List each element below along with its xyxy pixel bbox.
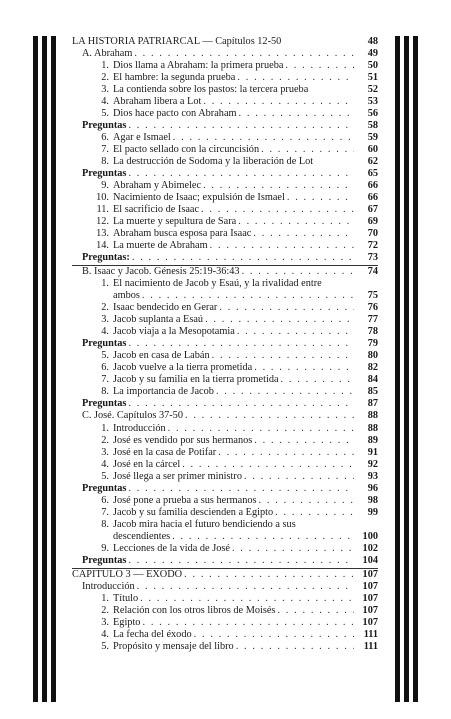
toc-entry bbox=[72, 569, 378, 581]
toc-entry-page-number: 48 bbox=[367, 36, 378, 47]
toc-entry-title: Dios llama a Abraham: la primera prueba bbox=[113, 60, 284, 72]
toc-entry-number: 4. bbox=[101, 326, 109, 338]
toc-entry-title: Abraham libera a Lot bbox=[113, 96, 202, 108]
dot-leader bbox=[212, 350, 354, 362]
toc-entry-number: 6. bbox=[101, 362, 109, 374]
toc-entry-number: 2. bbox=[101, 72, 109, 84]
dot-leader bbox=[132, 252, 354, 264]
dot-leader bbox=[173, 132, 354, 144]
toc-entry bbox=[72, 483, 378, 495]
dot-leader bbox=[285, 60, 354, 72]
toc-entry-title: descendientes bbox=[113, 530, 171, 542]
toc-entry bbox=[72, 629, 378, 641]
table-of-contents bbox=[72, 36, 378, 653]
dot-leader bbox=[194, 629, 354, 641]
toc-entry-title: El pacto sellado con la circuncisión bbox=[113, 144, 260, 156]
toc-entry-title: B. Isaac y Jacob. Génesis 25:19-36:43 bbox=[82, 266, 240, 278]
toc-entry-page-number: 60 bbox=[367, 144, 378, 156]
left-border-bar-1 bbox=[33, 36, 38, 702]
toc-entry-number: 3. bbox=[101, 84, 109, 96]
toc-entry-number: 1. bbox=[101, 278, 109, 290]
toc-entry-number: 10. bbox=[96, 192, 109, 204]
toc-entry-page-number: 104 bbox=[362, 554, 378, 566]
toc-entry-title: Preguntas: bbox=[82, 252, 130, 264]
toc-entry bbox=[72, 543, 378, 555]
toc-entry bbox=[72, 410, 378, 422]
toc-entry-number: 5. bbox=[101, 470, 109, 482]
toc-entry-title: C. José. Capítulos 37-50 bbox=[82, 410, 183, 422]
toc-entry-title: José en la cárcel bbox=[113, 458, 181, 470]
toc-entry-page-number: 107 bbox=[362, 604, 378, 616]
toc-entry-page-number: 111 bbox=[363, 628, 378, 640]
toc-entry-title: Isaac bendecido en Gerar bbox=[113, 302, 218, 314]
toc-entry bbox=[72, 531, 378, 543]
toc-entry-number: 1. bbox=[101, 60, 109, 72]
toc-entry-title: José llega a ser primer ministro bbox=[113, 470, 242, 482]
toc-entry-title: Título bbox=[113, 592, 139, 604]
dot-leader bbox=[236, 641, 354, 653]
toc-entry-title: Jacob y su familia en la tierra prometida bbox=[113, 374, 279, 386]
toc-entry-number: 6. bbox=[101, 132, 109, 144]
toc-entry bbox=[72, 266, 378, 278]
dot-leader bbox=[128, 338, 354, 350]
toc-entry-page-number: 72 bbox=[367, 240, 378, 252]
toc-entry-page-number: 107 bbox=[362, 568, 378, 580]
toc-entry-title: José es vendido por sus hermanos bbox=[113, 434, 253, 446]
dot-leader bbox=[281, 374, 354, 386]
toc-entry-page-number: 96 bbox=[367, 482, 378, 494]
toc-entry-page-number: 91 bbox=[367, 446, 378, 458]
toc-entry-title: La importancia de Jacob bbox=[113, 386, 214, 398]
dot-leader bbox=[232, 543, 354, 555]
toc-entry-page-number: 65 bbox=[367, 168, 378, 180]
toc-entry-page-number: 85 bbox=[367, 386, 378, 398]
toc-entry-number: 2. bbox=[101, 604, 109, 616]
toc-entry-number: 2. bbox=[101, 302, 109, 314]
toc-entry-page-number: 66 bbox=[367, 192, 378, 204]
toc-entry-title: Jacob mira hacia el futuro bendiciendo a sus bbox=[113, 518, 296, 530]
toc-entry-number: 8. bbox=[101, 156, 109, 168]
toc-entry-number: 3. bbox=[101, 616, 109, 628]
toc-entry-page-number: 66 bbox=[367, 180, 378, 192]
toc-entry bbox=[72, 617, 378, 629]
toc-entry-page-number: 58 bbox=[367, 120, 378, 132]
toc-entry bbox=[72, 519, 378, 531]
dot-leader bbox=[259, 495, 354, 507]
toc-entry-number: 12. bbox=[96, 216, 109, 228]
toc-entry-title: El nacimiento de Jacob y Esaú, y la rivalidad entre bbox=[113, 278, 322, 290]
toc-entry bbox=[72, 84, 378, 96]
toc-entry-page-number: 70 bbox=[367, 228, 378, 240]
dot-leader bbox=[275, 507, 354, 519]
toc-entry-page-number: 56 bbox=[367, 108, 378, 120]
toc-entry bbox=[72, 36, 378, 48]
dot-leader bbox=[205, 314, 354, 326]
toc-entry-page-number: 76 bbox=[367, 302, 378, 314]
toc-entry-page-number: 52 bbox=[367, 84, 378, 96]
dot-leader bbox=[142, 290, 354, 302]
dot-leader bbox=[237, 326, 354, 338]
dot-leader bbox=[287, 192, 354, 204]
dot-leader bbox=[128, 398, 354, 410]
toc-entry-number: 3. bbox=[101, 314, 109, 326]
dot-leader bbox=[277, 605, 354, 617]
toc-entry-page-number: 79 bbox=[367, 338, 378, 350]
toc-entry-title: Relación con los otros libros de Moisés bbox=[113, 604, 276, 616]
toc-entry-page-number: 98 bbox=[367, 494, 378, 506]
toc-entry-number: 14. bbox=[96, 240, 109, 252]
dot-leader bbox=[128, 168, 354, 180]
toc-entry bbox=[72, 290, 378, 302]
toc-entry bbox=[72, 605, 378, 617]
toc-entry-page-number: 93 bbox=[367, 470, 378, 482]
dot-leader bbox=[237, 72, 354, 84]
toc-entry bbox=[72, 641, 378, 653]
toc-entry-title: Abraham y Abimelec bbox=[113, 180, 202, 192]
toc-entry-title: Preguntas bbox=[82, 168, 127, 180]
toc-entry bbox=[72, 398, 378, 410]
toc-entry-number: 5. bbox=[101, 350, 109, 362]
toc-entry-title: Abraham busca esposa para Isaac bbox=[113, 228, 252, 240]
toc-entry-title: Jacob y su familia descienden a Egipto bbox=[113, 506, 274, 518]
toc-entry-title: Jacob vuelve a la tierra prometida bbox=[113, 362, 253, 374]
toc-entry-number: 11. bbox=[96, 204, 109, 216]
toc-entry-page-number: 62 bbox=[367, 156, 378, 168]
toc-entry-page-number: 88 bbox=[367, 422, 378, 434]
dot-leader bbox=[140, 593, 354, 605]
toc-entry bbox=[72, 278, 378, 290]
dot-leader bbox=[203, 96, 354, 108]
toc-entry-title: La contienda sobre los pastos: la tercera prueba bbox=[113, 84, 309, 96]
toc-entry-number: 5. bbox=[101, 108, 109, 120]
dot-leader bbox=[128, 120, 354, 132]
toc-entry-number: 7. bbox=[101, 144, 109, 156]
toc-entry-number: 9. bbox=[101, 542, 109, 554]
toc-entry bbox=[72, 180, 378, 192]
toc-entry bbox=[72, 593, 378, 605]
toc-entry bbox=[72, 386, 378, 398]
dot-leader bbox=[219, 302, 354, 314]
toc-entry-number: 8. bbox=[101, 386, 109, 398]
toc-entry bbox=[72, 423, 378, 435]
toc-entry-title: Preguntas bbox=[82, 554, 127, 566]
toc-entry bbox=[72, 302, 378, 314]
toc-entry bbox=[72, 252, 378, 264]
toc-entry bbox=[72, 507, 378, 519]
left-border-bar-3 bbox=[51, 36, 56, 702]
toc-entry-title: José en la casa de Potifar bbox=[113, 446, 217, 458]
toc-entry-title: LA HISTORIA PATRIARCAL — Capítulos 12-50 bbox=[72, 36, 282, 47]
toc-entry bbox=[72, 48, 378, 60]
toc-entry-title: El hambre: la segunda prueba bbox=[113, 72, 236, 84]
toc-entry bbox=[72, 374, 378, 386]
toc-entry bbox=[72, 96, 378, 108]
toc-entry-title: Jacob viaja a la Mesopotamia bbox=[113, 326, 235, 338]
toc-entry-title: Preguntas bbox=[82, 398, 127, 410]
toc-entry bbox=[72, 581, 378, 593]
toc-entry-page-number: 49 bbox=[367, 48, 378, 60]
toc-entry bbox=[72, 326, 378, 338]
dot-leader bbox=[242, 266, 354, 278]
toc-entry-page-number: 107 bbox=[362, 592, 378, 604]
toc-entry bbox=[72, 108, 378, 120]
toc-entry-page-number: 53 bbox=[367, 96, 378, 108]
toc-entry bbox=[72, 60, 378, 72]
toc-entry bbox=[72, 338, 378, 350]
toc-entry-title: A. Abraham bbox=[82, 48, 133, 60]
toc-entry bbox=[72, 216, 378, 228]
toc-entry-number: 8. bbox=[101, 518, 109, 530]
toc-entry-page-number: 89 bbox=[367, 434, 378, 446]
dot-leader bbox=[137, 581, 354, 593]
toc-entry bbox=[72, 471, 378, 483]
toc-entry bbox=[72, 314, 378, 326]
toc-entry-page-number: 51 bbox=[367, 72, 378, 84]
toc-entry-page-number: 67 bbox=[367, 204, 378, 216]
toc-entry bbox=[72, 555, 378, 567]
toc-entry-title: ambos bbox=[113, 290, 140, 302]
toc-entry bbox=[72, 192, 378, 204]
dot-leader bbox=[172, 531, 354, 543]
dot-leader bbox=[238, 216, 354, 228]
toc-entry-title: Nacimiento de Isaac; expulsión de Ismael bbox=[113, 192, 285, 204]
toc-entry-page-number: 111 bbox=[363, 640, 378, 652]
toc-entry-page-number: 107 bbox=[362, 580, 378, 592]
toc-entry-number: 1. bbox=[101, 592, 109, 604]
toc-entry-number: 7. bbox=[101, 506, 109, 518]
toc-entry-number: 4. bbox=[101, 96, 109, 108]
toc-entry-page-number: 59 bbox=[367, 132, 378, 144]
toc-entry-page-number: 107 bbox=[362, 616, 378, 628]
toc-entry-page-number: 99 bbox=[367, 506, 378, 518]
toc-entry-number: 7. bbox=[101, 374, 109, 386]
toc-entry-page-number: 80 bbox=[367, 350, 378, 362]
toc-entry-number: 6. bbox=[101, 494, 109, 506]
toc-entry bbox=[72, 144, 378, 156]
toc-entry-title: Introducción bbox=[82, 580, 135, 592]
toc-entry-title: Agar e Ismael bbox=[113, 132, 171, 144]
toc-entry-page-number: 78 bbox=[367, 326, 378, 338]
toc-entry-title: Preguntas bbox=[82, 338, 127, 350]
dot-leader bbox=[239, 108, 354, 120]
toc-entry bbox=[72, 240, 378, 252]
dot-leader bbox=[244, 471, 354, 483]
dot-leader bbox=[142, 617, 354, 629]
dot-leader bbox=[203, 180, 354, 192]
toc-entry-title: Introducción bbox=[113, 422, 166, 434]
dot-leader bbox=[261, 144, 354, 156]
toc-entry-number: 4. bbox=[101, 458, 109, 470]
right-border-bar-3 bbox=[413, 36, 418, 702]
toc-entry-page-number: 73 bbox=[367, 252, 378, 264]
toc-entry-page-number: 75 bbox=[367, 290, 378, 302]
dot-leader bbox=[134, 48, 354, 60]
toc-entry bbox=[72, 495, 378, 507]
dot-leader bbox=[168, 423, 354, 435]
toc-entry-page-number: 77 bbox=[367, 314, 378, 326]
toc-entry bbox=[72, 435, 378, 447]
toc-entry-number: 2. bbox=[101, 434, 109, 446]
toc-entry-title: José pone a prueba a sus hermanos bbox=[113, 494, 257, 506]
toc-entry-title: Preguntas bbox=[82, 482, 127, 494]
dot-leader bbox=[184, 569, 354, 581]
toc-entry-title: Preguntas bbox=[82, 120, 127, 132]
toc-entry-title: Jacob suplanta a Esaú bbox=[113, 314, 204, 326]
toc-entry bbox=[72, 168, 378, 180]
toc-entry-page-number: 92 bbox=[367, 458, 378, 470]
right-border-bar-2 bbox=[404, 36, 409, 702]
toc-entry-number: 5. bbox=[101, 640, 109, 652]
dot-leader bbox=[216, 386, 354, 398]
toc-entry-number: 9. bbox=[101, 180, 109, 192]
toc-entry-number: 1. bbox=[101, 422, 109, 434]
toc-entry-page-number: 50 bbox=[367, 60, 378, 72]
toc-entry-title: Jacob en casa de Labán bbox=[113, 350, 210, 362]
dot-leader bbox=[210, 240, 354, 252]
toc-entry-title: Lecciones de la vida de José bbox=[113, 542, 230, 554]
toc-entry-number: 4. bbox=[101, 628, 109, 640]
toc-entry-title: La destrucción de Sodoma y la liberación de Lot bbox=[113, 156, 314, 168]
toc-entry-page-number: 88 bbox=[367, 410, 378, 422]
dot-leader bbox=[128, 555, 354, 567]
toc-entry bbox=[72, 447, 378, 459]
toc-entry bbox=[72, 120, 378, 132]
right-border-bar-1 bbox=[395, 36, 400, 702]
toc-entry-number: 3. bbox=[101, 446, 109, 458]
toc-entry-page-number: 69 bbox=[367, 216, 378, 228]
toc-entry bbox=[72, 362, 378, 374]
toc-entry bbox=[72, 156, 378, 168]
dot-leader bbox=[254, 435, 354, 447]
toc-entry-page-number: 102 bbox=[362, 542, 378, 554]
toc-entry bbox=[72, 228, 378, 240]
toc-entry-page-number: 74 bbox=[367, 266, 378, 278]
dot-leader bbox=[253, 228, 354, 240]
toc-entry-title: Propósito y mensaje del libro bbox=[113, 640, 234, 652]
toc-entry bbox=[72, 72, 378, 84]
left-border-bar-2 bbox=[42, 36, 47, 702]
toc-entry-title: El sacrificio de Isaac bbox=[113, 204, 200, 216]
toc-entry-title: CAPITULO 3 — EXODO bbox=[72, 568, 183, 580]
toc-entry-page-number: 84 bbox=[367, 374, 378, 386]
toc-entry-number: 13. bbox=[96, 228, 109, 240]
toc-entry-title: Egipto bbox=[113, 616, 141, 628]
toc-entry-page-number: 82 bbox=[367, 362, 378, 374]
toc-entry-page-number: 100 bbox=[362, 530, 378, 542]
dot-leader bbox=[185, 410, 354, 422]
toc-entry-title: La muerte y sepultura de Sara bbox=[113, 216, 237, 228]
dot-leader bbox=[254, 362, 354, 374]
dot-leader bbox=[218, 447, 354, 459]
dot-leader bbox=[201, 204, 354, 216]
toc-entry-title: La fecha del éxodo bbox=[113, 628, 192, 640]
toc-entry bbox=[72, 459, 378, 471]
dot-leader bbox=[128, 483, 354, 495]
toc-entry bbox=[72, 204, 378, 216]
dot-leader bbox=[182, 459, 354, 471]
toc-entry-title: Dios hace pacto con Abraham bbox=[113, 108, 237, 120]
toc-entry bbox=[72, 132, 378, 144]
toc-entry bbox=[72, 350, 378, 362]
toc-entry-title: La muerte de Abraham bbox=[113, 240, 208, 252]
toc-entry-page-number: 87 bbox=[367, 398, 378, 410]
